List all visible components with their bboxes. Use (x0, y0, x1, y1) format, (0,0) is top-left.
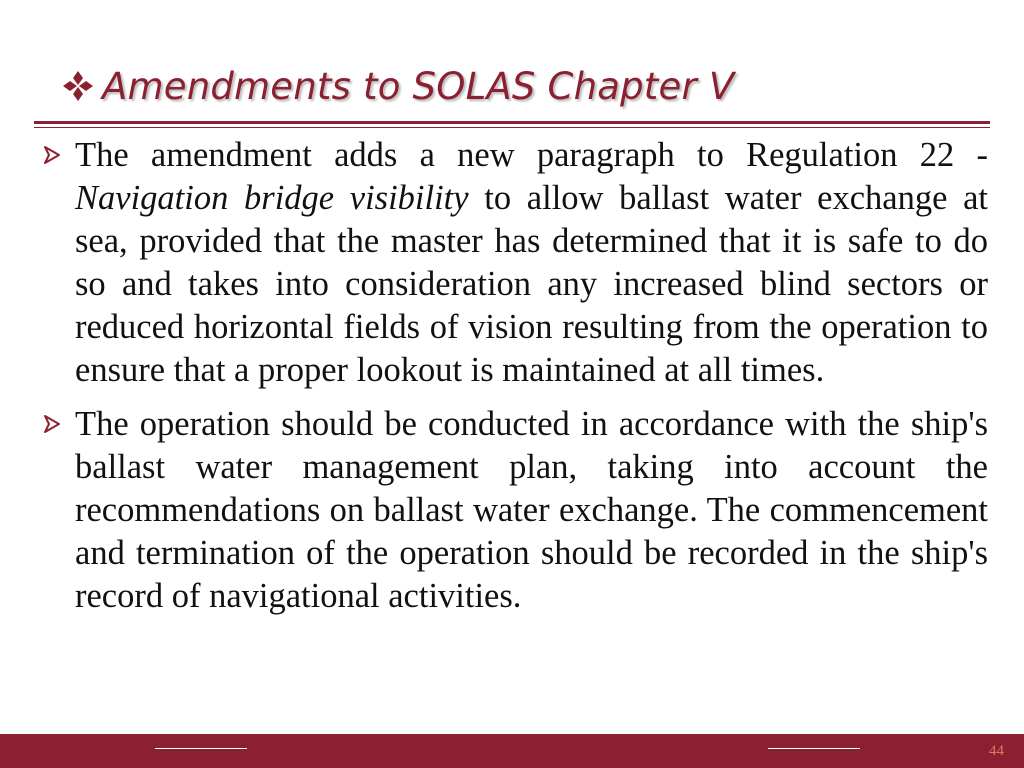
title-text: Amendments to SOLAS Chapter V (102, 64, 735, 108)
bullet-text-prefix: The amendment adds a new paragraph to Regulation 22 - (75, 136, 988, 174)
bullet-text (75, 403, 988, 618)
arrow-bullet-icon (42, 414, 62, 434)
title-rule-bottom (34, 127, 990, 128)
bullet-text-prefix: The operation should be conducted in accordance with the ship's ballast water management plan, taking into account the recommendations on ballast water exchange. The commencement and termination of the operation should be recorded in the ship's record of navigational activities. (75, 405, 988, 615)
footer-divider-left (155, 748, 247, 749)
bullet-text-suffix: to allow ballast water exchange at sea, provided that the master has determined that it is safe to do so and takes into consideration any increased blind sectors or reduced horizontal fields of vision resulting from the operation to ensure that a proper lookout is maintained at all times. (75, 179, 988, 389)
arrow-bullet-icon (42, 145, 62, 165)
footer-bar (0, 734, 1024, 768)
bullet-item (42, 403, 988, 618)
page-number: 44 (989, 743, 1004, 759)
bullet-text (75, 134, 988, 392)
bullet-text-emphasis: Navigation bridge visibility (75, 179, 469, 217)
slide-title (58, 58, 988, 114)
bullet-item (42, 134, 988, 392)
title-rule-top (34, 121, 990, 124)
bullet-list (42, 134, 988, 629)
footer-divider-right (768, 748, 860, 749)
diamond-bullet-icon (58, 66, 98, 106)
